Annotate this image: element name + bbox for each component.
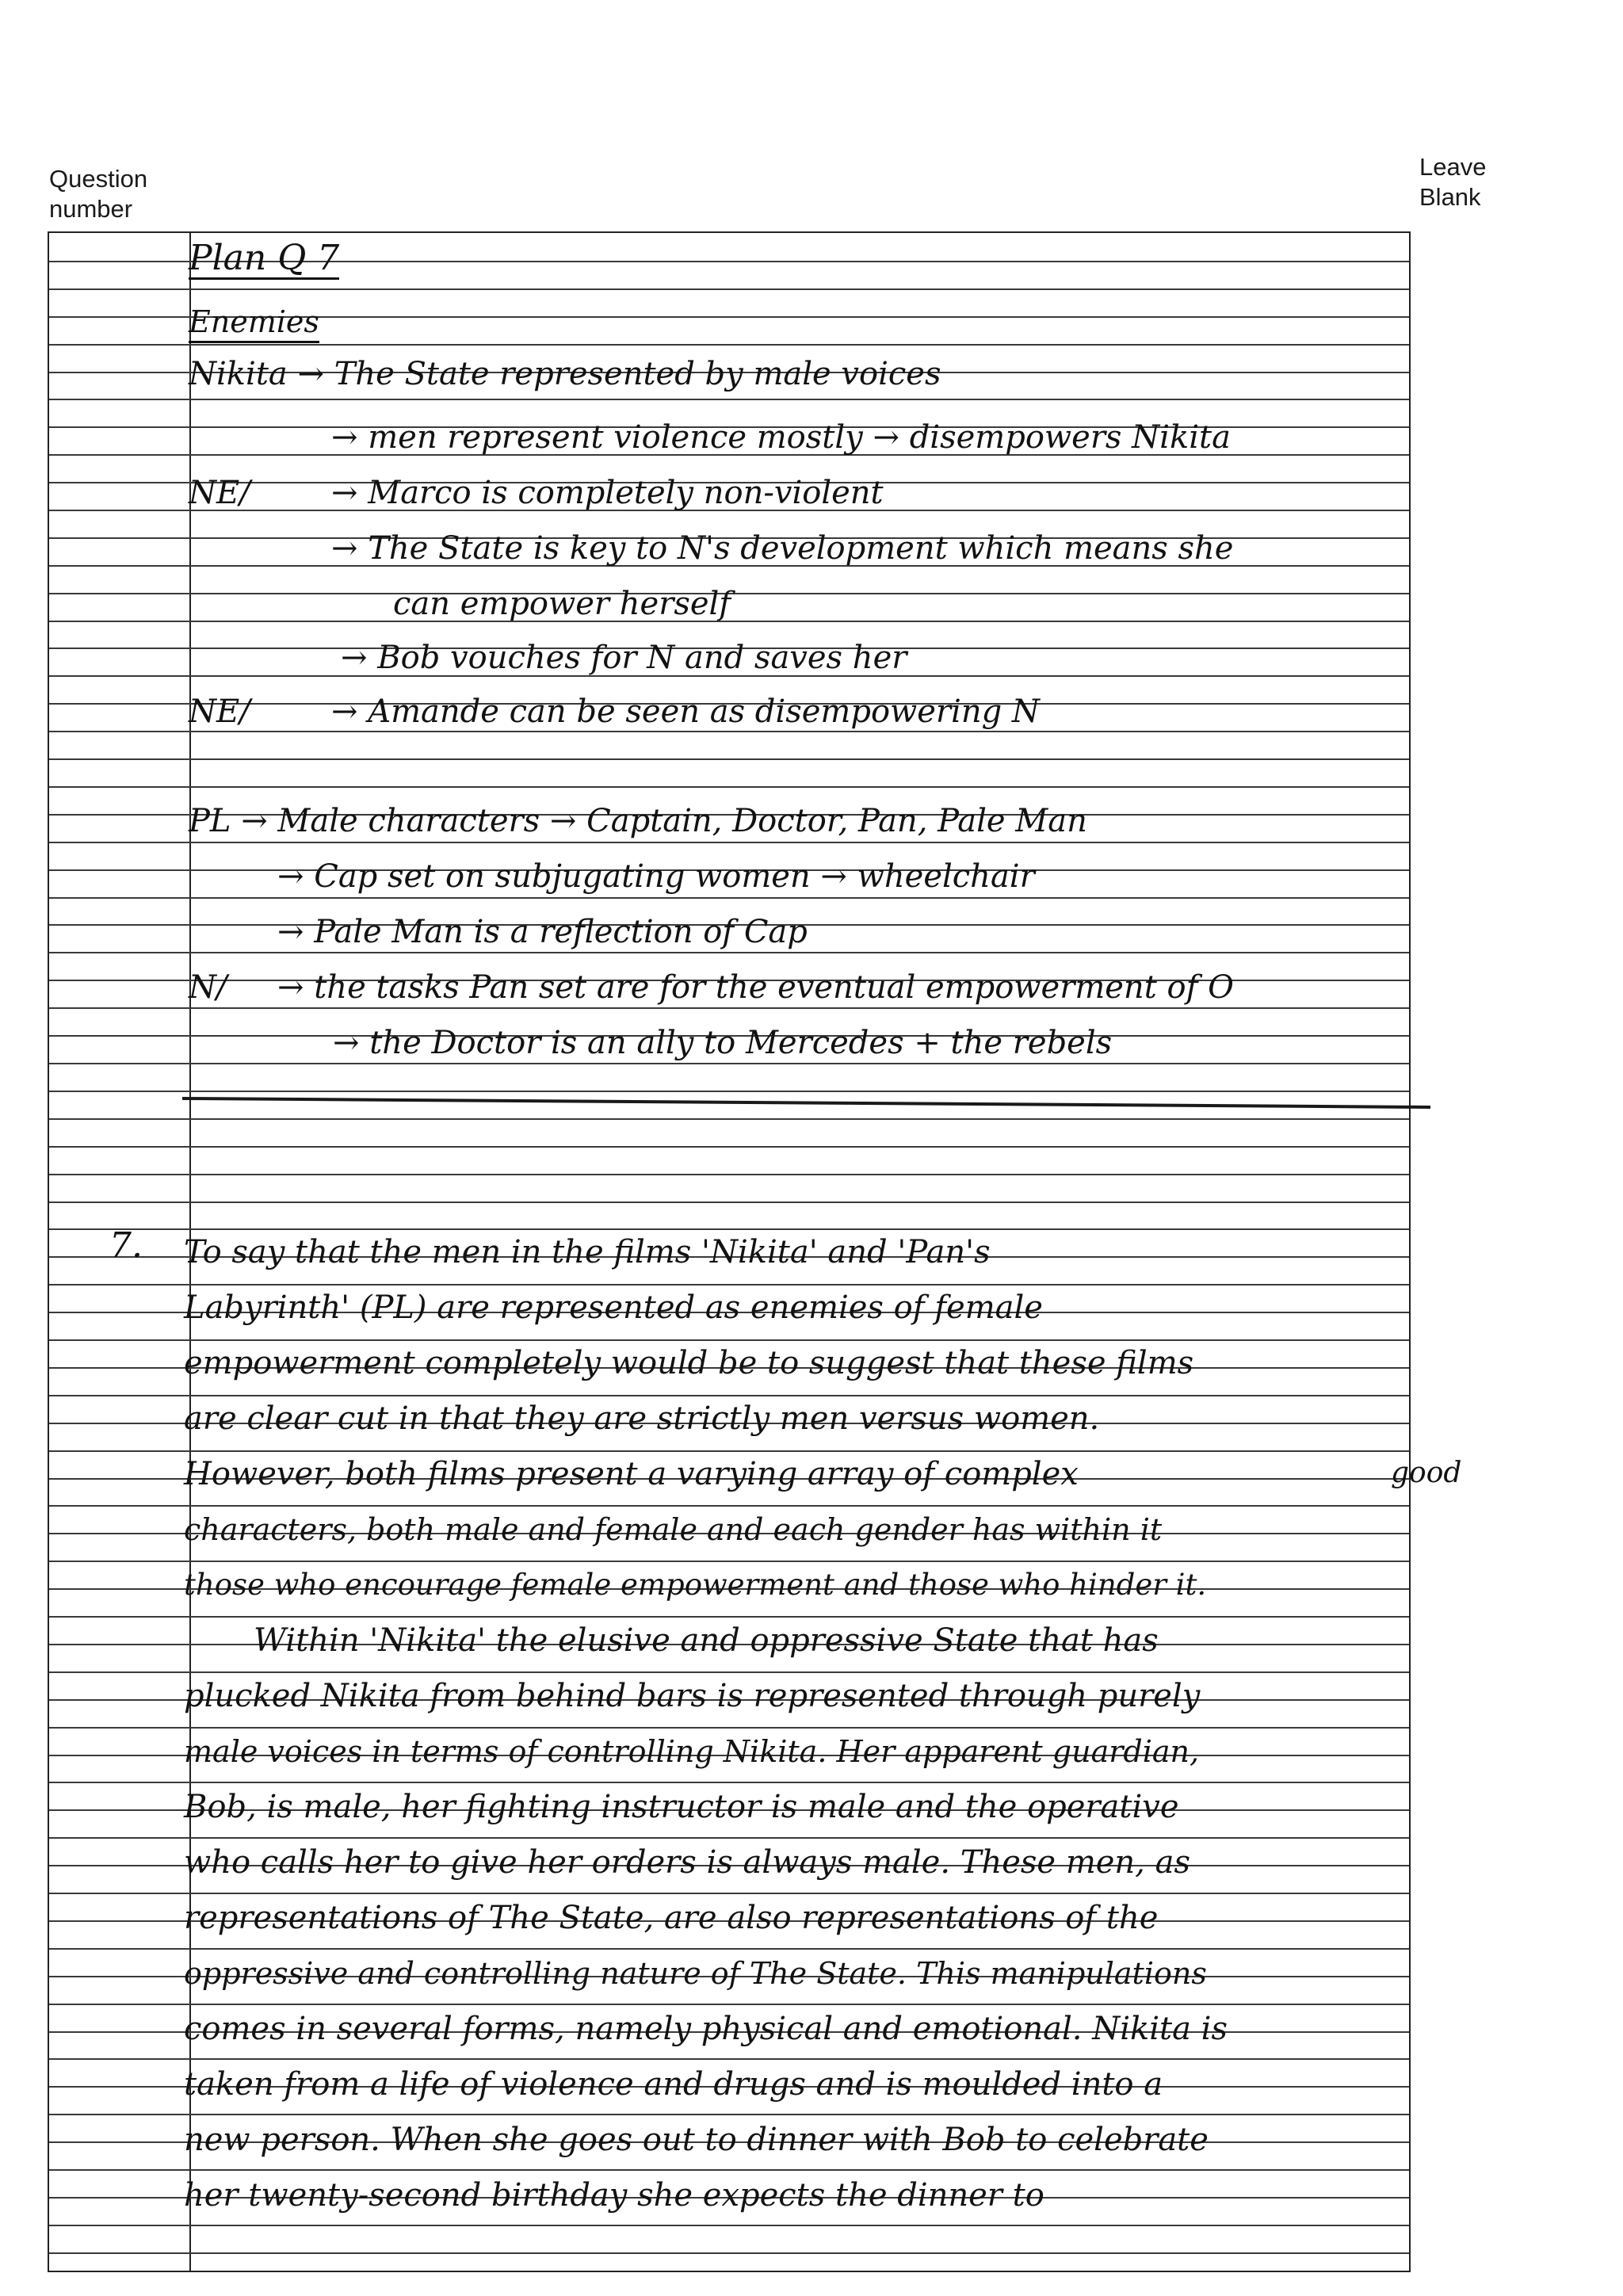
plan-line: → the tasks Pan set are for the eventual empowerment of O bbox=[277, 969, 1234, 1006]
ruled-line bbox=[49, 1505, 1409, 1507]
ruled-line bbox=[49, 2058, 1409, 2060]
answer-line: who calls her to give her orders is always male. These men, as bbox=[184, 1844, 1190, 1881]
ruled-line bbox=[49, 1228, 1409, 1230]
plan-line: → the Doctor is an ally to Mercedes + the rebels bbox=[333, 1025, 1113, 1061]
answer-line: Within 'Nikita' the elusive and oppressive State that has bbox=[254, 1622, 1159, 1659]
answer-line: comes in several forms, namely physical and emotional. Nikita is bbox=[184, 2011, 1228, 2047]
ruled-line bbox=[49, 2225, 1409, 2226]
answer-question-number: 7. bbox=[109, 1225, 143, 1266]
plan-line: → Cap set on subjugating women → wheelchair bbox=[277, 858, 1035, 895]
ruled-line bbox=[49, 1727, 1409, 1729]
plan-line: → Marco is completely non-violent bbox=[331, 475, 884, 511]
ruled-line bbox=[49, 1948, 1409, 1950]
margin-mark: NE/ bbox=[189, 693, 250, 730]
ruled-line bbox=[49, 2169, 1409, 2171]
ruled-line bbox=[49, 952, 1409, 953]
ruled-line bbox=[49, 786, 1409, 788]
ruled-line bbox=[49, 1146, 1409, 1148]
ruled-line bbox=[49, 758, 1409, 760]
leave-blank-header bbox=[1419, 152, 1486, 212]
margin-mark: NE/ bbox=[189, 475, 250, 511]
answer-line: taken from a life of violence and drugs and is moulded into a bbox=[184, 2066, 1163, 2103]
plan-title: Plan Q 7 bbox=[189, 238, 340, 278]
answer-line: Labyrinth' (PL) are represented as enemies of female bbox=[184, 1289, 1043, 1326]
margin-mark: N/ bbox=[189, 969, 227, 1006]
answer-line: However, both films present a varying array of complex bbox=[184, 1456, 1079, 1492]
question-number-header bbox=[49, 164, 147, 224]
ruled-line bbox=[49, 1284, 1409, 1286]
plan-line: → The State is key to N's development which means she bbox=[331, 530, 1234, 567]
ruled-line bbox=[49, 1091, 1409, 1092]
answer-line: new person. When she goes out to dinner with Bob to celebrate bbox=[184, 2122, 1209, 2158]
plan-line: Nikita → The State represented by male voices bbox=[189, 356, 941, 392]
answer-line: her twenty-second birthday she expects the dinner to bbox=[184, 2177, 1044, 2214]
ruled-line bbox=[49, 1174, 1409, 1175]
ruled-line bbox=[49, 288, 1409, 290]
number-label: number bbox=[49, 195, 133, 223]
answer-line: empowerment completely would be to suggest that these films bbox=[184, 1345, 1194, 1381]
answer-margin-note: good bbox=[1391, 1457, 1462, 1489]
ruled-line bbox=[49, 1782, 1409, 1783]
ruled-line bbox=[49, 344, 1409, 346]
ruled-line bbox=[49, 1007, 1409, 1009]
ruled-line bbox=[49, 1837, 1409, 1839]
ruled-line bbox=[49, 1118, 1409, 1120]
ruled-line bbox=[49, 2114, 1409, 2115]
plan-line: → men represent violence mostly → disempowers Nikita bbox=[331, 419, 1231, 456]
ruled-line bbox=[49, 842, 1409, 843]
ruled-line bbox=[49, 1561, 1409, 1562]
plan-line: can empower herself bbox=[393, 586, 731, 622]
ruled-line bbox=[49, 1671, 1409, 1673]
answer-line: To say that the men in the films 'Nikita' and 'Pan's bbox=[184, 1234, 991, 1270]
plan-line: PL → Male characters → Captain, Doctor, Pan, Pale Man bbox=[189, 803, 1087, 839]
plan-subtitle: Enemies bbox=[189, 303, 319, 343]
answer-line: oppressive and controlling nature of The State. This manipulations bbox=[184, 1956, 1207, 1991]
answer-line: characters, both male and female and each gender has within it bbox=[184, 1512, 1163, 1547]
question-label: Question bbox=[49, 165, 148, 193]
ruled-line bbox=[49, 1339, 1409, 1341]
answer-line: are clear cut in that they are strictly men versus women. bbox=[184, 1400, 1100, 1437]
answer-line: male voices in terms of controlling Nikita. Her apparent guardian, bbox=[184, 1734, 1200, 1769]
ruled-line bbox=[49, 897, 1409, 899]
ruled-line bbox=[49, 1201, 1409, 1203]
answer-line: Bob, is male, her fighting instructor is male and the operative bbox=[184, 1789, 1179, 1825]
ruled-line bbox=[49, 731, 1409, 732]
leave-label: Leave bbox=[1419, 153, 1487, 181]
ruled-line bbox=[49, 1063, 1409, 1064]
ruled-line bbox=[49, 1395, 1409, 1396]
answer-line: representations of The State, are also representations of the bbox=[184, 1900, 1159, 1936]
ruled-line bbox=[49, 2252, 1409, 2254]
ruled-line bbox=[49, 1616, 1409, 1618]
answer-line: those who encourage female empowerment and those who hinder it. bbox=[184, 1568, 1207, 1602]
answer-line: plucked Nikita from behind bars is represented through purely bbox=[184, 1678, 1201, 1714]
plan-line: → Pale Man is a reflection of Cap bbox=[277, 914, 808, 950]
leave-blank-margin-line bbox=[1409, 233, 1411, 2271]
ruled-line bbox=[49, 1450, 1409, 1452]
blank-label: Blank bbox=[1419, 183, 1481, 211]
ruled-line bbox=[49, 1893, 1409, 1894]
ruled-line bbox=[49, 399, 1409, 400]
ruled-line bbox=[49, 2004, 1409, 2005]
plan-line: → Amande can be seen as disempowering N bbox=[331, 693, 1040, 730]
plan-line: → Bob vouches for N and saves her bbox=[341, 640, 907, 676]
